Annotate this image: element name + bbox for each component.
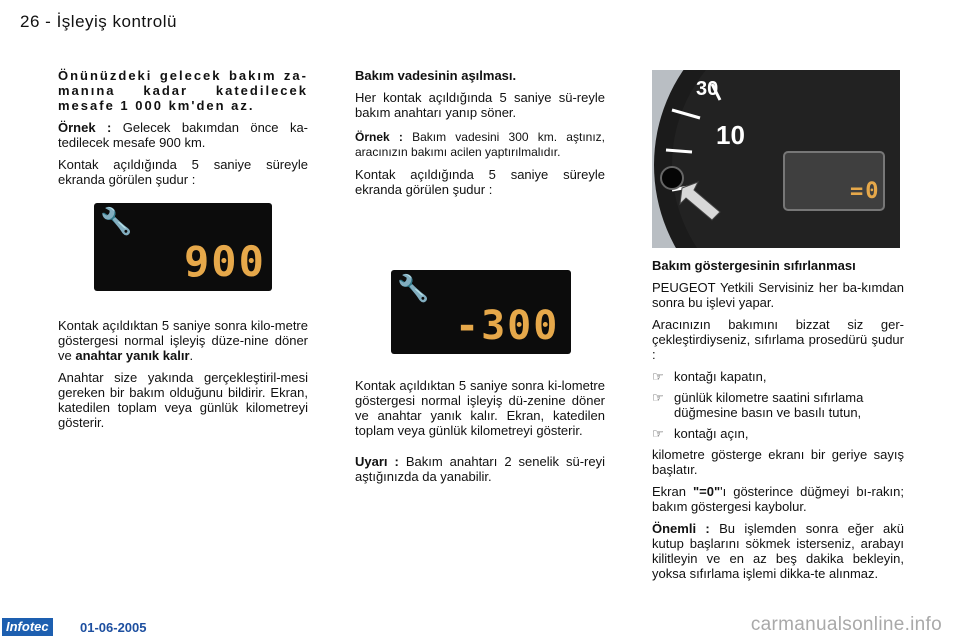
display-panel-900 [94,203,272,291]
display-intro: Kontak açıldığında 5 saniye süreyle ekranda görülen şudur : [58,157,308,187]
dealer-paragraph: PEUGEOT Yetkili Servisiniz her ba-kımdan sonra bu işlevi yapar. [652,280,904,310]
release-paragraph [652,484,904,514]
infotec-logo: Infotec [2,618,53,636]
after-text: Kontak açıldıktan 5 saniye sonra kilo-metre göstergesi normal işleyiş düze-nine döner ve [58,318,308,363]
release-text-post: 'ı gösterince düğmeyi bı-rakın; bakım göstergesi kaybolur. [652,484,905,514]
section-heading: Önünüzdeki gelecek bakım za-manına kadar katedilecek mesafe 1 000 km'den az. [58,68,308,113]
after-end: . [189,348,194,363]
example-text: Bakım vadesini 300 km. aştınız, aracınızın bakımı acilen yaptırılmalıdır. [355,130,605,159]
warning-paragraph [355,454,605,484]
display-digits: =0 [850,179,881,204]
column-upcoming-service [58,68,308,194]
important-text: Bu işlemden sonra eğer akü kutup başlarını sökmek isterseniz, arabayı kilitleyin ve en az beş dakika bekleyin, yoksa sıfırlama işlemi dikka-te alınmaz. [652,521,904,581]
example-text: Gelecek bakımdan önce ka-tedilecek mesafe 900 km. [58,120,309,150]
display-digits: 900 [184,237,266,286]
display-intro: Kontak açıldığında 5 saniye süreyle ekranda görülen şudur : [355,167,605,197]
explanation-paragraph: Anahtar size yakında gerçekleştiril-mesi gereken bir bakım olduğunu bildirir. Ekran, katedilen toplam veya günlük kilometreyi gösterir. [58,370,308,430]
header-separator: - [45,12,52,31]
warning-label: Uyarı : [355,454,399,469]
column-overdue-service [355,68,605,204]
example-label: Örnek : [58,120,112,135]
release-bold: "=0" [692,484,721,499]
after-bold: anahtar yanık kalır [75,348,190,363]
list-item [652,426,904,441]
column-reset [652,258,904,588]
column-upcoming-service-after [58,318,308,437]
gauge-label-10: 10 [716,120,745,150]
warning-text: Bakım anahtarı 2 senelik sü-reyi aştığınızda da yanabilir. [355,454,605,484]
display-digits: -300 [455,303,560,349]
page-title: İşleyiş kontrolü [56,12,177,31]
list-item [652,369,904,384]
page-header [20,12,177,32]
instrument-cluster-illustration [652,70,900,248]
procedure-intro: Aracınızın bakımını bizzat siz ger-çekleştirdiyseniz, sıfırlama prosedürü şudur : [652,317,904,362]
column-overdue-service-after [355,378,605,491]
wrench-icon: 🔧 [397,274,430,304]
display-panel-minus-300 [391,270,571,354]
list-item [652,390,904,420]
release-text-pre: Ekran [652,484,693,499]
wrench-icon: 🔧 [100,207,133,237]
watermark: carmanualsonline.info [750,614,942,635]
after-paragraph [58,318,308,363]
section-heading: Bakım göstergesinin sıfırlanması [652,258,856,273]
important-paragraph [652,521,904,581]
list-item-text: kontağı kapatın, [674,369,767,384]
page-number: 26 [20,12,40,31]
list-item-text: günlük kilometre saatini sıfırlama düğmesine basın ve basılı tutun, [674,390,864,420]
list-item-text: kontağı açın, [674,426,749,441]
instrument-cluster-photo [652,70,900,248]
example-label: Örnek : [355,130,403,144]
footer-date: 01-06-2005 [80,620,147,635]
pointing-hand-icon: ☞ [652,369,664,384]
pointing-hand-icon: ☞ [652,390,664,405]
blink-paragraph: Her kontak açıldığında 5 saniye sü-reyle bakım anahtarı yanıp söner. [355,90,605,120]
important-label: Önemli : [652,521,710,536]
pointing-hand-icon: ☞ [652,426,664,441]
section-heading: Bakım vadesinin aşılması. [355,68,517,83]
after-paragraph: Kontak açıldıktan 5 saniye sonra ki-lometre göstergesi normal işleyiş dü-zenine döner ve anahtar yanık kalır. Ekran, katedilen toplam veya günlük kilometreyi gösterir. [355,378,605,438]
countdown-paragraph: kilometre gösterge ekranı bir geriye sayış başlatır. [652,447,904,477]
example-paragraph [58,120,308,150]
gauge-label-30: 30 [696,78,719,100]
example-paragraph [355,130,605,160]
